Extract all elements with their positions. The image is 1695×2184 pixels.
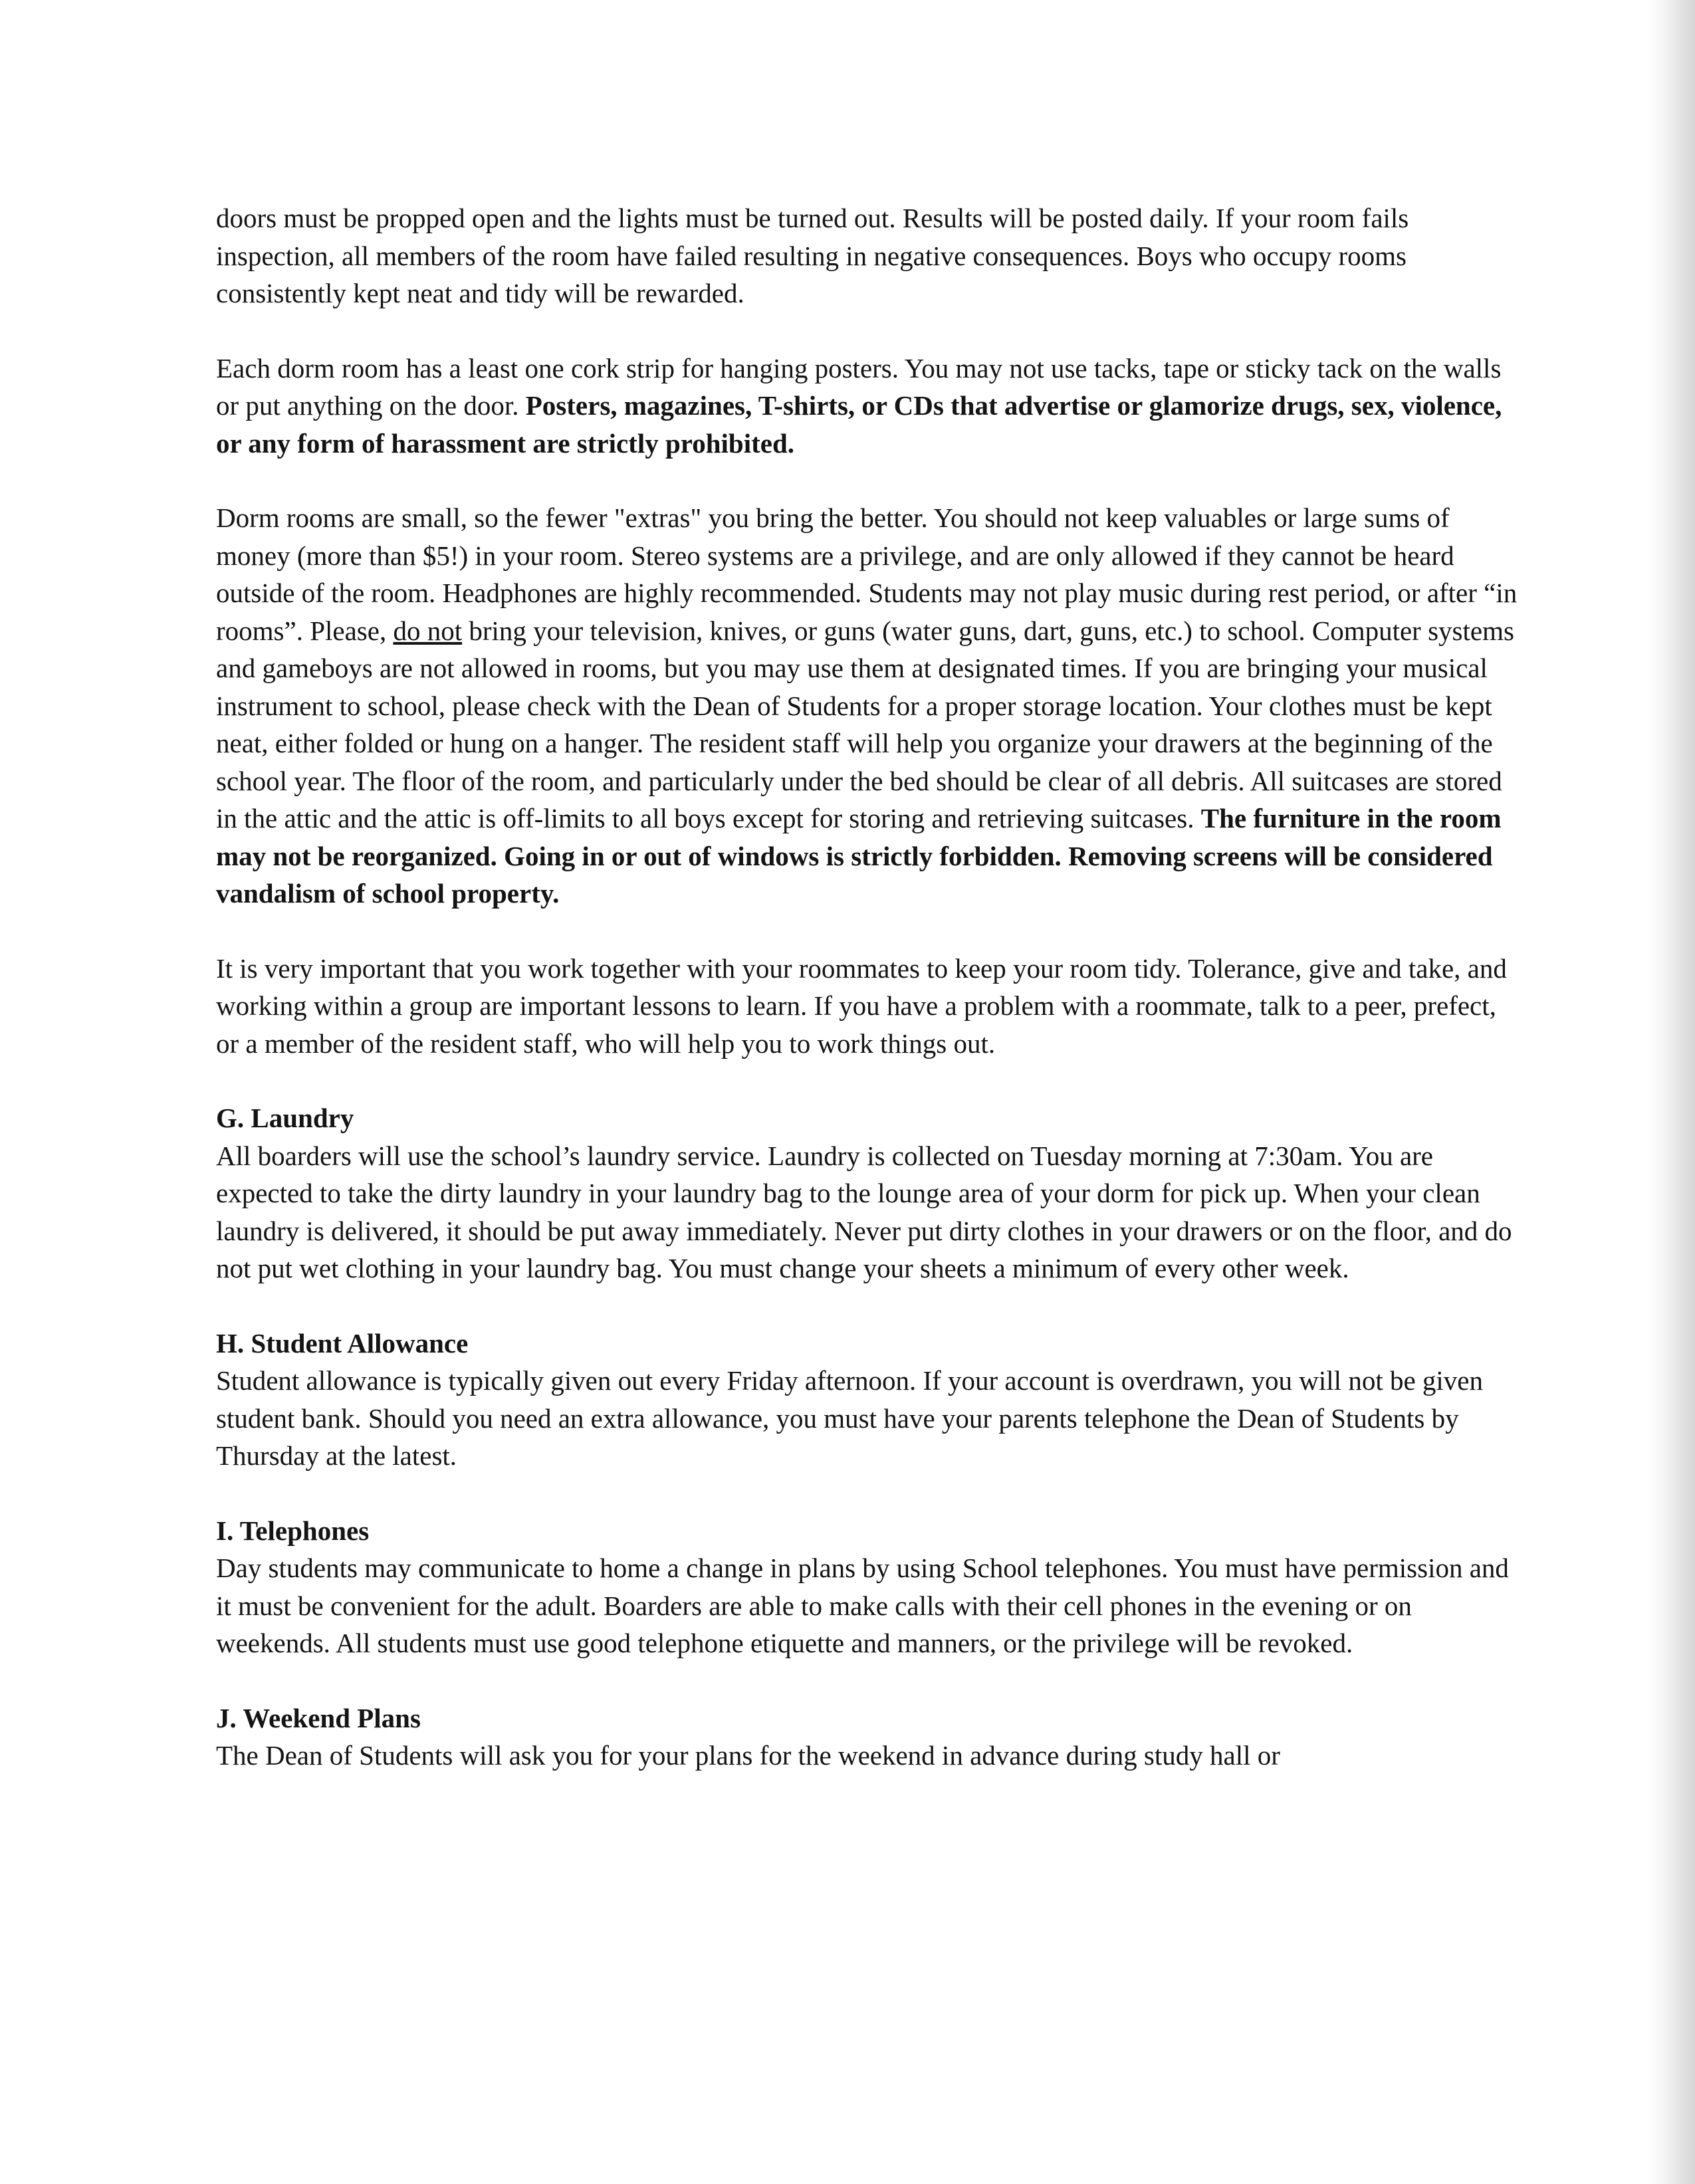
section-body: Day students may communicate to home a change in plans by using School telephones. You must have permission and it must be convenient for the adult. Boarders are able to make calls with their cell phones in the evening or on weekends. All students must use good telephone etiquette and manners, or the privilege will be revoked. [216,1553,1509,1658]
paragraph-spacer [216,462,1522,499]
paragraph-text: Each dorm room has a least one cork strip for hanging posters. You may not use tacks, tape or sticky tack on the walls or put anything on the door. [216,352,1502,421]
section-heading: J. Weekend Plans [216,1702,421,1733]
paragraph-spacer [216,913,1522,950]
scan-page-edge-shadow [1648,0,1695,2184]
furniture-windows-bold-text: The furniture in the room may not be reorganized. Going in or out of windows is strictly forbidden. Removing screens will be considered vandalism of school property. [216,803,1502,909]
paragraph-spacer [216,1475,1522,1512]
section-telephones [216,1512,1522,1662]
paragraph-room-inspection: doors must be propped open and the lights must be turned out. Results will be posted daily. If your room fails inspection, all members of the room have failed resulting in negative consequences. Boys who occupy rooms consistently kept neat and tidy will be rewarded. [216,203,1409,308]
paragraph-text: Dorm rooms are small, so the fewer "extras" you bring the better. You should not keep valuables or large sums of money (more than $5!) in your room. Stereo systems are a privilege, and are only allowed if they cannot be heard outside of the room. Headphones are highly recommended. Students may not play music during rest period, or after “in rooms”. Please, [216,502,1518,646]
document-page [216,199,1522,1775]
section-heading: I. Telephones [216,1515,370,1546]
paragraph-spacer [216,1662,1522,1699]
section-body: The Dean of Students will ask you for your plans for the weekend in advance during study hall or [216,1740,1280,1771]
section-laundry [216,1099,1522,1287]
section-weekend-plans [216,1699,1522,1775]
underlined-text: do not [393,615,463,646]
section-heading: G. Laundry [216,1103,354,1133]
paragraph-dorm-room-rules [216,499,1522,913]
paragraph-cork-strip-posters [216,350,1522,463]
paragraph-roommates: It is very important that you work together with your roommates to keep your room tidy. Tolerance, give and take, and working within a group are important lessons to learn. If you have a problem with a roommate, talk to a peer, prefect, or a member of the resident staff, who will help you to work things out. [216,952,1507,1059]
paragraph-spacer [216,1287,1522,1325]
section-body: All boarders will use the school’s laundry service. Laundry is collected on Tuesday morning at 7:30am. You are expected to take the dirty laundry in your laundry bag to the lounge area of your dorm for pick up. When your clean laundry is delivered, it should be put away immediately. Never put dirty clothes in your drawers or on the floor, and do not put wet clothing in your laundry bag. You must change your sheets a minimum of every other week. [216,1140,1512,1283]
section-student-allowance [216,1325,1522,1475]
paragraph-spacer [216,1062,1522,1099]
section-body: Student allowance is typically given out every Friday afternoon. If your account is overdrawn, you will not be given student bank. Should you need an extra allowance, you must have your parents telephone the Dean of Students by Thursday at the latest. [216,1365,1483,1471]
paragraph-text: bring your television, knives, or guns (water guns, dart, guns, etc.) to school. Computer systems and gameboys are not allowed in rooms, but you may use them at designated times. If you are bringing your musical instrument to school, please check with the Dean of Students for a proper storage location. Your clothes must be kept neat, either folded or hung on a hanger. The resident staff will help you organize your drawers at the beginning of the school year. The floor of the room, and particularly under the bed should be clear of all debris. All suitcases are stored in the attic and the attic is off-limits to all boys except for storing and retrieving suitcases. [216,615,1514,833]
paragraph-spacer [216,312,1522,350]
section-heading: H. Student Allowance [216,1327,469,1359]
prohibited-items-bold-text: Posters, magazines, T-shirts, or CDs that advertise or glamorize drugs, sex, violence, or any form of harassment are strictly prohibited. [216,390,1502,459]
